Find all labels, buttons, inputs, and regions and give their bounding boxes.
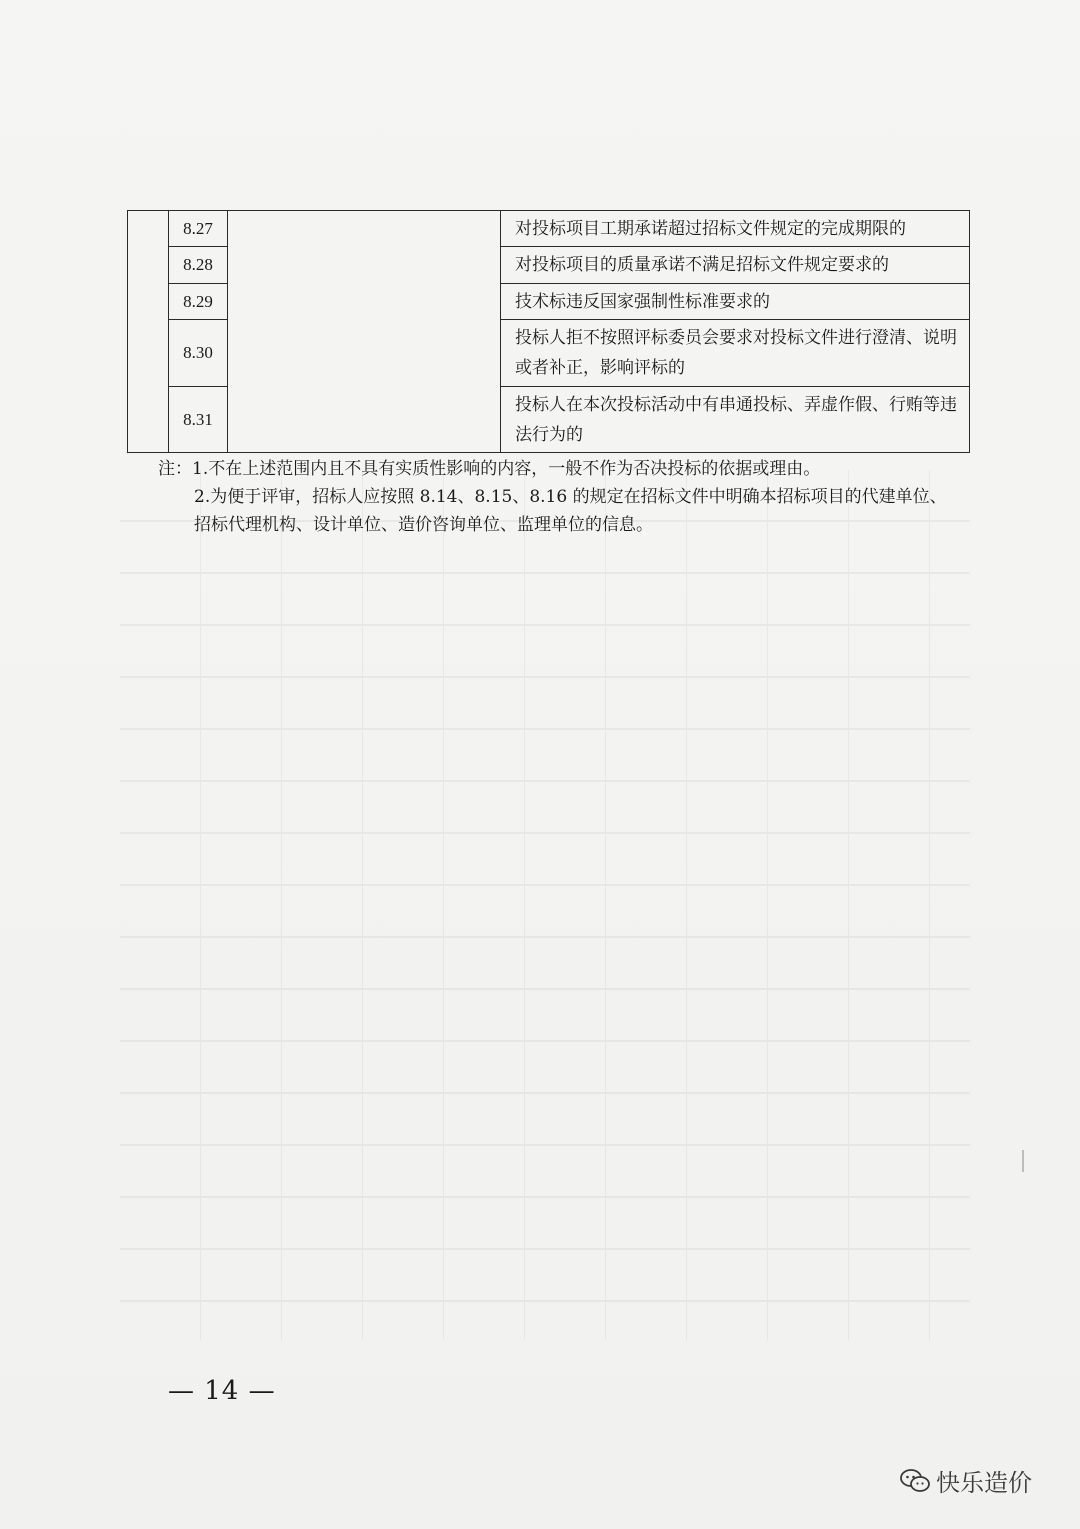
row-number: 8.29 <box>169 284 228 320</box>
row-description: 技术标违反国家强制性标准要求的 <box>501 284 970 320</box>
table-row <box>128 211 970 247</box>
rejection-criteria-table <box>127 210 970 453</box>
criteria-category-cell <box>228 211 501 453</box>
page-number: — 14 — <box>168 1376 276 1406</box>
watermark-text: 快乐造价 <box>936 1469 1032 1497</box>
account-watermark <box>900 1463 1032 1498</box>
note-2: 2.为便于评审，招标人应按照 8.14、8.15、8.16 的规定在招标文件中明确本招标项目的代建单位、 <box>194 487 947 507</box>
wechat-icon <box>900 1468 930 1494</box>
category-cell <box>128 211 169 453</box>
row-number: 8.30 <box>169 320 228 387</box>
row-description: 投标人拒不按照评标委员会要求对投标文件进行澄清、说明或者补正，影响评标的 <box>501 320 970 387</box>
row-number: 8.28 <box>169 247 228 284</box>
table-notes <box>158 455 978 539</box>
bleed-through-background <box>120 470 970 1340</box>
note-1: 注：1.不在上述范围内且不具有实质性影响的内容，一般不作为否决投标的依据或理由。 <box>158 459 821 479</box>
row-number: 8.31 <box>169 387 228 453</box>
row-description: 对投标项目的质量承诺不满足招标文件规定要求的 <box>501 247 970 284</box>
note-2-continued: 招标代理机构、设计单位、造价咨询单位、监理单位的信息。 <box>194 515 653 535</box>
row-description: 对投标项目工期承诺超过招标文件规定的完成期限的 <box>501 211 970 247</box>
row-number: 8.27 <box>169 211 228 247</box>
row-description: 投标人在本次投标活动中有串通投标、弄虚作假、行贿等违法行为的 <box>501 387 970 453</box>
scan-artifact <box>1022 1150 1024 1172</box>
